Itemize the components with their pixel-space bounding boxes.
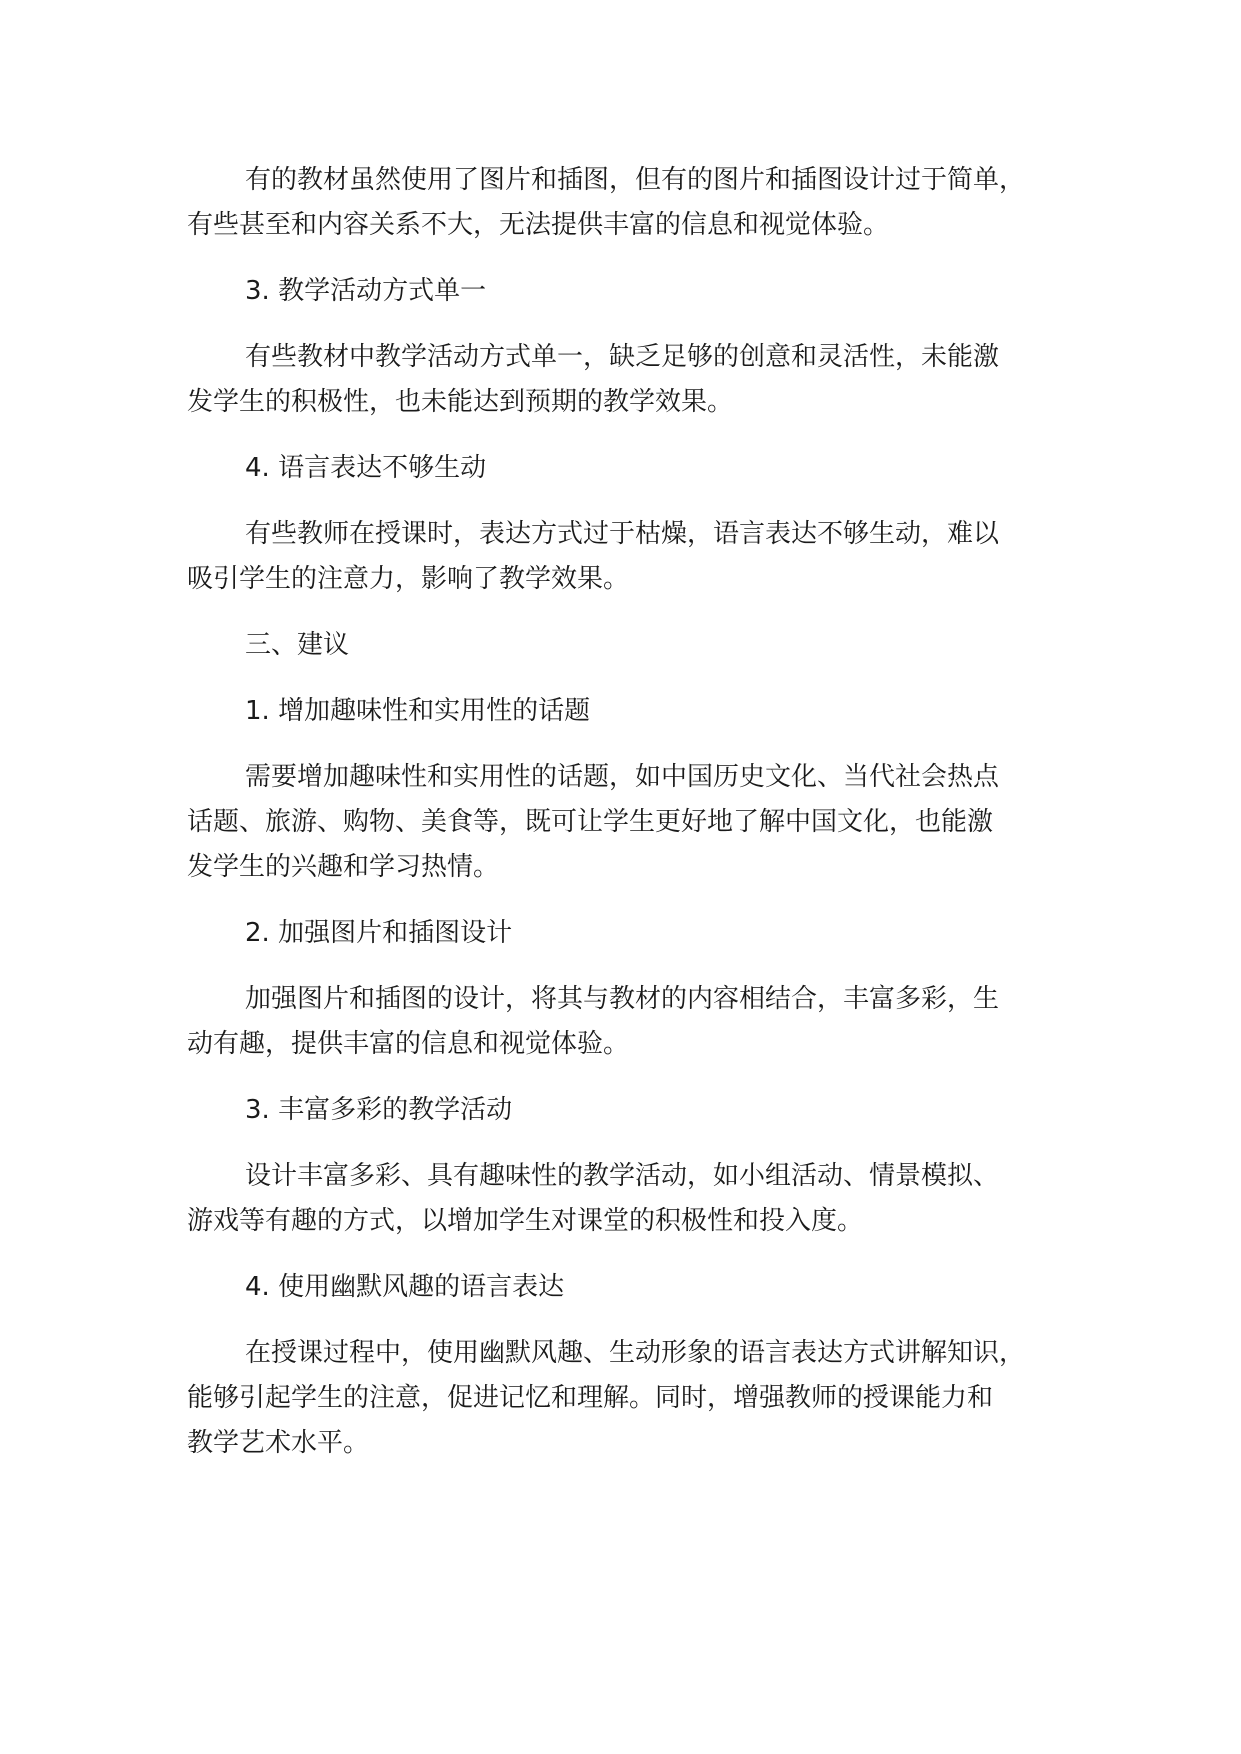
paragraph-illustration-issue: 有的教材虽然使用了图片和插图，但有的图片和插图设计过于简单， 有些甚至和内容关系不大，无法提供丰富的信息和视觉体验。	[187, 165, 1026, 240]
chapter-heading-suggestions: 三、建议	[245, 630, 350, 660]
paragraph-language-expression: 有些教师在授课时，表达方式过于枯燥，语言表达不够生动，难以 吸引学生的注意力，影响了教学效果。	[187, 519, 1000, 594]
paragraph-rich-activities: 设计丰富多彩、具有趣味性的教学活动，如小组活动、情景模拟、 游戏等有趣的方式，以增加学生对课堂的积极性和投入度。	[187, 1161, 1000, 1236]
section-heading-activity-monotony: 3. 教学活动方式单一	[245, 276, 487, 306]
section-heading-humorous-language: 4. 使用幽默风趣的语言表达	[245, 1272, 565, 1302]
paragraph-humorous-language: 在授课过程中，使用幽默风趣、生动形象的语言表达方式讲解知识， 能够引起学生的注意，促进记忆和理解。同时，增强教师的授课能力和 教学艺术水平。	[187, 1338, 1026, 1458]
section-heading-interesting-topics: 1. 增加趣味性和实用性的话题	[245, 696, 591, 726]
paragraph-illustration-design: 加强图片和插图的设计，将其与教材的内容相结合，丰富多彩，生 动有趣，提供丰富的信息和视觉体验。	[187, 984, 1000, 1059]
section-heading-language-expression: 4. 语言表达不够生动	[245, 453, 487, 483]
document-body	[187, 158, 1087, 1487]
paragraph-interesting-topics: 需要增加趣味性和实用性的话题，如中国历史文化、当代社会热点 话题、旅游、购物、美食等，既可让学生更好地了解中国文化，也能激 发学生的兴趣和学习热情。	[187, 762, 1000, 882]
section-heading-rich-activities: 3. 丰富多彩的教学活动	[245, 1095, 513, 1125]
section-heading-illustration-design: 2. 加强图片和插图设计	[245, 918, 513, 948]
paragraph-activity-monotony: 有些教材中教学活动方式单一，缺乏足够的创意和灵活性，未能激 发学生的积极性，也未能达到预期的教学效果。	[187, 342, 1000, 417]
